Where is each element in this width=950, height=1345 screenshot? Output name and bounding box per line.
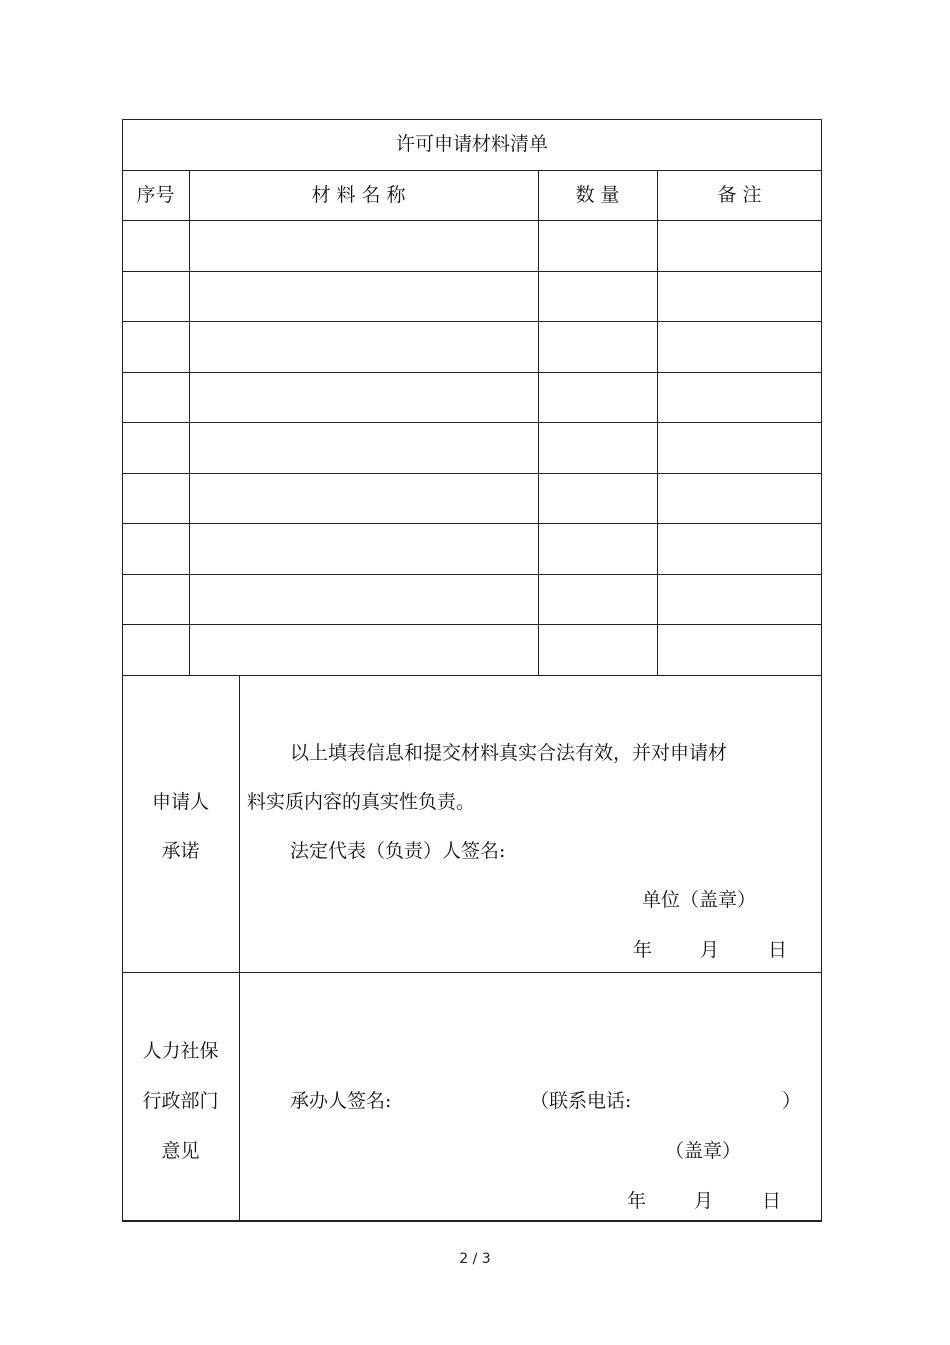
applicant-label: 申请人 (151, 791, 209, 813)
column-divider (538, 170, 539, 675)
column-header-name: 材 料 名 称 (311, 184, 406, 206)
row-divider (122, 675, 822, 676)
applicant-statement: 料实质内容的真实性负责。 (247, 791, 476, 813)
form-title: 许可申请材料清单 (395, 133, 548, 155)
section-divider (122, 972, 822, 973)
row-divider (122, 321, 822, 322)
date-month: 月 (694, 1190, 714, 1212)
row-divider (122, 372, 822, 373)
row-divider (122, 473, 822, 474)
handler-signature-label: 承办人签名: (290, 1090, 392, 1112)
applicant-label: 承诺 (161, 840, 200, 862)
department-seal-label: （盖章） (665, 1140, 742, 1162)
page-number: 2 / 3 (459, 1251, 491, 1267)
date-day: 日 (768, 939, 788, 961)
column-divider (189, 170, 190, 675)
applicant-statement: 以上填表信息和提交材料真实合法有效，并对申请材 (290, 742, 728, 764)
label-column-divider (239, 675, 240, 1222)
row-divider (122, 220, 822, 221)
column-header-seq: 序号 (136, 184, 175, 206)
department-label: 意见 (161, 1140, 200, 1162)
row-divider (122, 624, 822, 625)
row-divider (122, 574, 822, 575)
row-divider (122, 523, 822, 524)
department-label: 行政部门 (142, 1090, 219, 1112)
unit-seal-label: 单位（盖章） (642, 889, 757, 911)
row-divider (122, 271, 822, 272)
row-divider (122, 422, 822, 423)
phone-close: ） (782, 1090, 802, 1112)
date-year: 年 (627, 1190, 647, 1212)
column-divider (657, 170, 658, 675)
date-day: 日 (762, 1190, 782, 1212)
date-year: 年 (633, 939, 653, 961)
row-divider (122, 170, 822, 171)
phone-label: （联系电话: (530, 1090, 632, 1112)
date-month: 月 (700, 939, 720, 961)
signature-label: 法定代表（负责）人签名: (290, 840, 506, 862)
column-header-quantity: 数 量 (575, 184, 620, 206)
department-label: 人力社保 (142, 1040, 219, 1062)
column-header-remarks: 备 注 (717, 184, 762, 206)
